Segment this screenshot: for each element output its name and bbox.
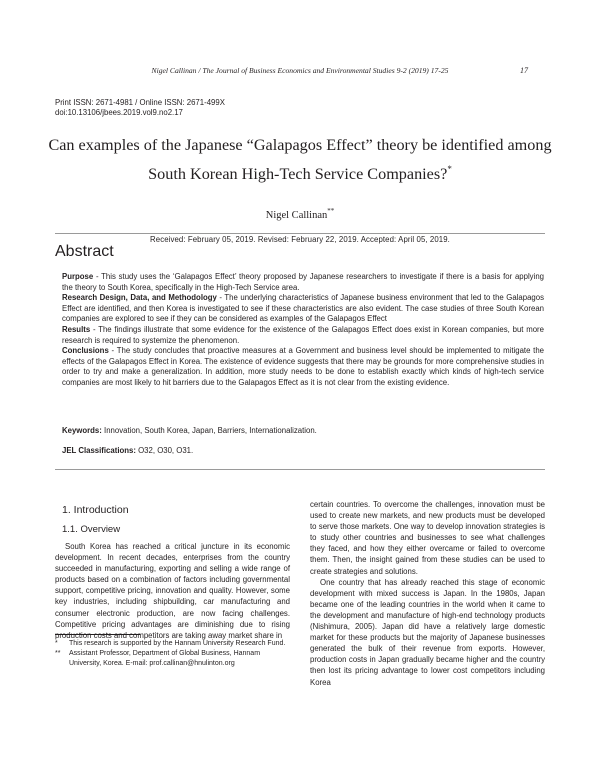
keywords: [62, 426, 544, 437]
author-footnote-marker: **: [327, 207, 335, 215]
abstract-body: [62, 272, 544, 389]
section-heading: 1. Introduction: [62, 504, 129, 516]
abstract-results: [62, 325, 544, 346]
title-line-2-text: South Korean High-Tech Service Companies?: [148, 165, 448, 183]
divider-top: [55, 233, 545, 234]
keywords-text: Innovation, South Korea, Japan, Barriers, Internationalization.: [101, 426, 317, 435]
purpose-label: Purpose: [62, 272, 94, 281]
jel-label: JEL Classifications:: [62, 446, 136, 455]
jel-classifications: [62, 446, 544, 457]
results-text: - The findings illustrate that some evidence for the existence of the Galapagos Effect does exist in Korean companies, but more research is required to systemize the phenomenon.: [62, 324, 544, 345]
body-column-left: [55, 541, 290, 641]
abstract-conclusions: [62, 346, 544, 388]
author-name: Nigel Callinan: [265, 210, 328, 221]
page-number: 17: [520, 66, 528, 75]
title-line-2: [40, 157, 560, 186]
abstract-purpose: [62, 272, 544, 293]
design-text: - The underlying characteristics of Japanese business environment that led to the Galapagos Effect are identified, and then Korea is investigated to see if these characteristics are also evident. The case studies of three South Korean companies are explored to see if they can be considered as examples of the Galapagos Effect: [62, 293, 544, 324]
footnote-mark: *: [55, 640, 58, 647]
author: [150, 207, 450, 221]
conclusions-label: Conclusions: [62, 346, 109, 356]
footnote-text: This research is supported by the Hannam University Research Fund.: [69, 640, 286, 647]
results-label: Results: [62, 324, 91, 334]
title-footnote-marker: *: [447, 164, 452, 174]
running-head: Nigel Callinan / The Journal of Business Economics and Environmental Studies 9-2 (2019) 17-25: [151, 66, 449, 75]
abstract-design: [62, 293, 544, 325]
footnote-rule: [55, 634, 140, 635]
footnote-funding: [55, 639, 290, 649]
paper-title: [40, 133, 560, 186]
intro-paragraph-1: South Korea has reached a critical juncture in its economic development. In recent decades, enterprises from the country succeeded in manufacturing, exporting and selling a wide range of products based on a combination of factors including governmental support, competitive pricing, innovation and quality. However, some key industries, including shipbuilding, car manufacturing and consumer electronic production, are now facing challenges. Competitive pricing advantages are diminishing due to rising production costs and competitors are taking away market share in: [55, 542, 290, 640]
doi-line: doi:10.13106/jbees.2019.vol9.no2.17: [55, 108, 183, 117]
title-line-1: Can examples of the Japanese “Galapagos Effect” theory be identified among: [48, 136, 552, 154]
issn-line: Print ISSN: 2671-4981 / Online ISSN: 2671-499X: [55, 98, 225, 107]
footnotes: [55, 639, 290, 668]
submission-dates: Received: February 05, 2019. Revised: February 22, 2019. Accepted: April 05, 2019.: [150, 235, 450, 244]
body-column-right: [310, 499, 545, 688]
conclusions-text: - The study concludes that proactive measures at a Government and business level should be implemented to mitigate the effects of the Galapagos Effect in Korea. The existence of evidence suggests that there may be grounds for more comprehensive studies in order to try and make a generalization. In addition, more study needs to be done to establish exactly which kinds of high-tech service companies are most likely to hit barriers due to the Galapagos Effect as it is not clear from the existing evidence.: [62, 346, 544, 387]
intro-paragraph-continued: certain countries. To overcome the challenges, innovation must be used to create new markets, and new products must be developed to serve those markets. One way to develop innovation strategies is to study other countries and businesses to see what challenges they faced, and how they either overcame or failed to overcome them. Then, the insight gained from these studies can be used to create strategies and solutions.: [310, 500, 545, 576]
footnote-mark: **: [55, 649, 61, 657]
intro-paragraph-2: One country that has already reached this stage of economic development with mixed success is Japan. In the 1980s, Japan became one of the leading countries in the world when it came to the development and manufacture of high-end technology products (Nishimura, 2005). Japan did have a relatively large domestic market for these products but the majority of Japanese businesses generated the bulk of their revenue from exports. However, production costs in Japan gradually became higher and the country then lost its pricing advantage to lower cost competitors including Korea: [310, 577, 545, 687]
jel-text: O32, O30, O31.: [135, 446, 194, 455]
footnote-affiliation: [55, 649, 290, 669]
purpose-text: - This study uses the ‘Galapagos Effect’ theory proposed by Japanese researchers to investigate if there is a basis for applying the theory to South Korea, specifically in the High-Tech Service area.: [62, 272, 544, 292]
divider-abstract-end: [55, 469, 545, 470]
footnote-text: Assistant Professor, Department of Global Business, Hannam University, Korea. E-mail: prof.callinan@hnulinton.org: [69, 649, 261, 667]
issn-block: [55, 98, 225, 118]
subsection-heading: 1.1. Overview: [62, 524, 121, 535]
abstract-heading: Abstract: [55, 243, 114, 260]
design-label: Research Design, Data, and Methodology: [62, 293, 217, 303]
keywords-label: Keywords:: [62, 426, 102, 435]
